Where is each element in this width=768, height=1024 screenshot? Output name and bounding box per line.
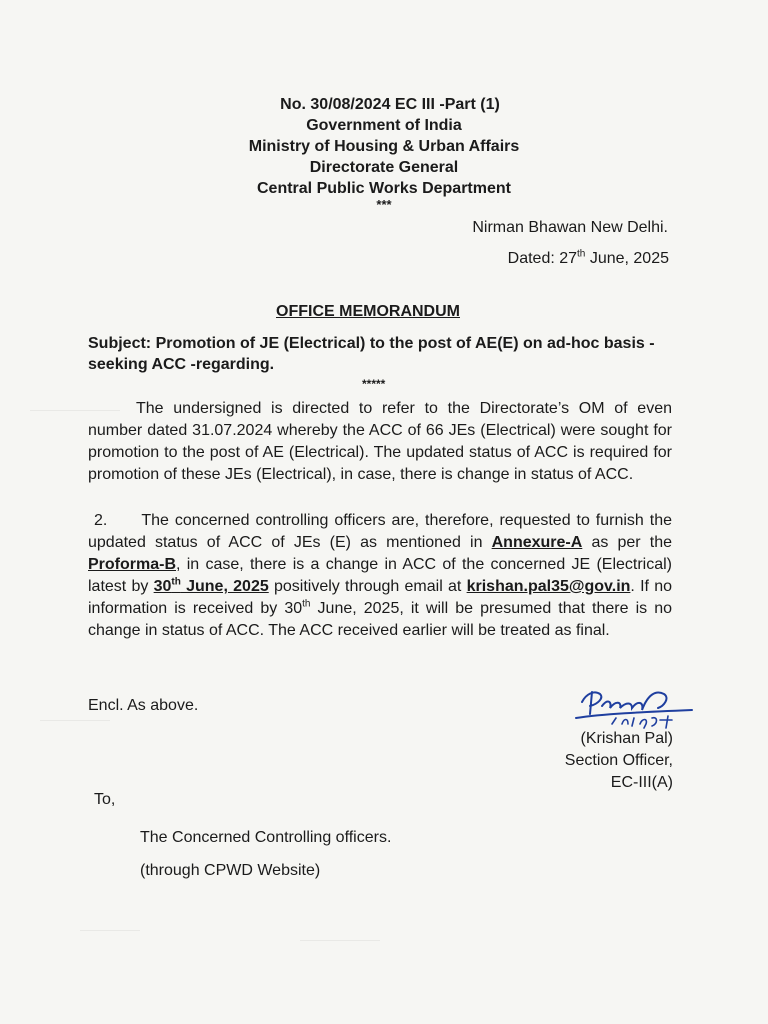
proforma-reference: Proforma-B (88, 556, 177, 573)
header-separator: *** (376, 197, 392, 212)
deadline-sup: th (171, 576, 181, 588)
paragraph-2-number: 2. (94, 512, 108, 529)
contact-email-link[interactable]: krishan.pal35@gov.in (466, 578, 631, 595)
signatory-designation: Section Officer, (564, 752, 673, 769)
scan-artifact (40, 720, 110, 721)
paragraph-2-text-b: as per the (582, 534, 672, 551)
annexure-reference: Annexure-A (491, 534, 583, 551)
paragraph-2-text-a: The concerned controlling officers are, therefore, requested to furnish the updated status of ACC of JEs (E) as mentioned in (88, 512, 672, 551)
deadline-date (154, 578, 269, 595)
signatory-section: EC-III(A) (610, 774, 673, 791)
issue-date (508, 250, 669, 268)
signatory-block (565, 728, 673, 794)
paragraph-1-text: The undersigned is directed to refer to the Directorate’s OM of even number dated 31.07.2024 whereby the ACC of 66 JEs (Electrical) were sought for promotion to the post of AE (Electrical). The updated status of ACC is required for promotion of these JEs (Electrical), in case, there is change in status of ACC. (88, 400, 672, 483)
letterhead (0, 94, 768, 211)
signatory-name: (Krishan Pal) (580, 730, 673, 747)
paragraph-2-text-c: , in case, there is a change in ACC of the concerned JE (Electrical) latest by (88, 556, 672, 595)
enclosure-note: Encl. As above. (88, 697, 199, 714)
issue-place: Nirman Bhawan New Delhi. (472, 219, 668, 236)
paragraph-2-text-f: June, 2025, it will be presumed that there is no change in status of ACC. The ACC received earlier will be treated as final. (88, 600, 672, 639)
to-label: To, (94, 791, 116, 808)
scan-artifact (80, 930, 140, 931)
file-number: No. 30/08/2024 EC III -Part (1) (280, 96, 500, 113)
subject-separator: ***** (362, 377, 386, 391)
paragraph-1 (88, 398, 672, 486)
memo-title: OFFICE MEMORANDUM (276, 303, 460, 320)
subject-line: Subject: Promotion of JE (Electrical) to the post of AE(E) on ad-hoc basis - seeking ACC -regarding. (88, 335, 655, 373)
date-suffix-sup: th (577, 248, 586, 260)
date-prefix: Dated: 27 (507, 250, 578, 267)
ministry-name: Ministry of Housing & Urban Affairs (248, 138, 520, 155)
paragraph-2-sup: th (302, 598, 311, 610)
directorate-name: Directorate General (309, 159, 459, 176)
government-name: Government of India (306, 117, 462, 134)
scan-artifact (30, 410, 120, 411)
scan-artifact (300, 940, 380, 941)
paragraph-2-text-e: . If no information is received by 30 (88, 578, 673, 617)
date-rest: June, 2025 (585, 250, 669, 267)
addressee-line-1: The Concerned Controlling officers. (140, 829, 392, 846)
paragraph-2-text-d: positively through email at (268, 578, 467, 595)
deadline-rest: June, 2025 (180, 578, 269, 595)
deadline-day: 30 (153, 578, 172, 595)
paragraph-2 (88, 510, 672, 642)
addressee-block (140, 821, 391, 887)
addressee-line-2: (through CPWD Website) (140, 862, 321, 879)
department-name: Central Public Works Department (257, 180, 511, 197)
